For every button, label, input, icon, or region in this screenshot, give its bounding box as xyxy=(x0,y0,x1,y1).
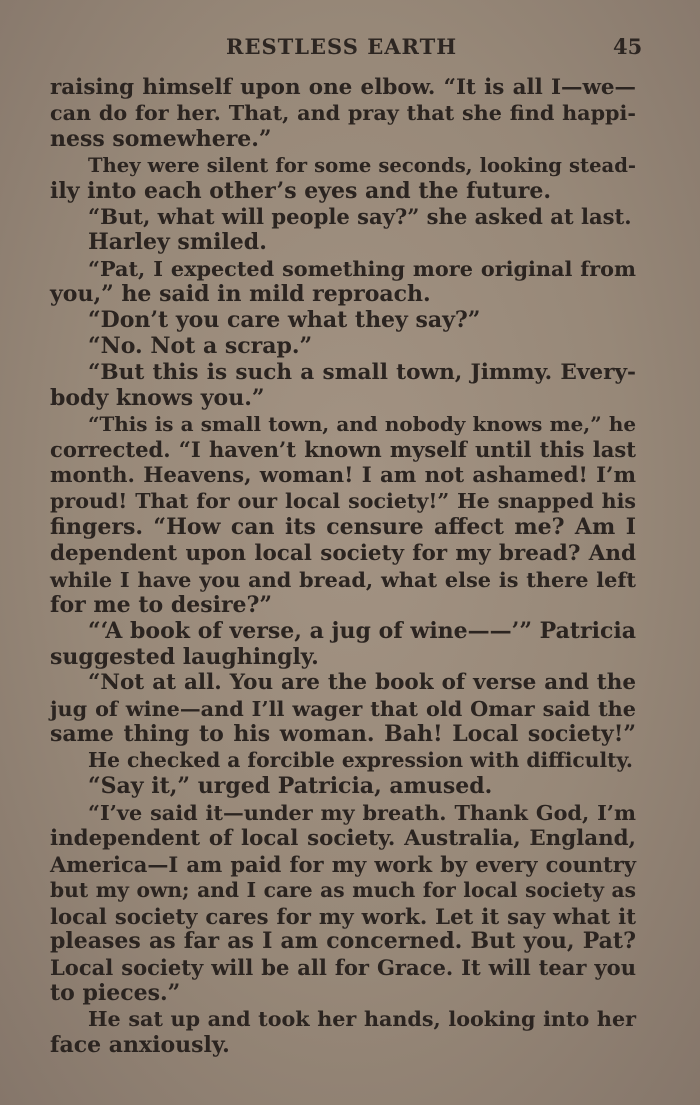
text-line: same thing to his woman. Bah! Local society!” xyxy=(50,721,636,748)
text-line: can do for her. That, and pray that she find happi- xyxy=(50,100,636,125)
text-line: while I have you and bread, what else is there left xyxy=(50,566,636,592)
text-line: “But, what will people say?” she asked at last. xyxy=(88,204,632,230)
text-line: Harley smiled. xyxy=(88,229,267,256)
text-line: “Say it,” urged Patricia, amused. xyxy=(88,773,493,800)
text-line: for me to desire?” xyxy=(50,591,273,618)
text-line: Local society will be all for Grace. It will tear you xyxy=(50,955,636,981)
text-line: “Don’t you care what they say?” xyxy=(88,307,481,334)
text-line: jug of wine—and I’ll wager that old Omar said the xyxy=(50,696,636,722)
text-line: corrected. “I haven’t known myself until this last xyxy=(50,437,636,463)
text-line: dependent upon local society for my bread? And xyxy=(50,541,636,567)
text-line: suggested laughingly. xyxy=(50,643,319,670)
text-line: body knows you.” xyxy=(50,384,265,411)
text-line: He checked a forcible expression with difficulty. xyxy=(88,748,633,773)
text-line: face anxiously. xyxy=(50,1031,230,1058)
text-line: “Pat, I expected something more original from xyxy=(88,256,636,282)
text-line: ness somewhere.” xyxy=(50,125,272,152)
text-line: They were silent for some seconds, looking stead- xyxy=(88,153,636,177)
text-line: you,” he said in mild reproach. xyxy=(50,281,431,308)
page-header xyxy=(0,34,700,64)
text-line: fingers. “How can its censure affect me? Am I xyxy=(50,514,636,541)
text-line: “But this is such a small town, Jimmy. Every- xyxy=(88,359,636,385)
text-line: independent of local society. Australia, England, xyxy=(50,825,636,851)
text-line: proud! That for our local society!” He snapped his xyxy=(50,489,636,514)
text-line: He sat up and took her hands, looking into her xyxy=(88,1007,636,1032)
running-title: RESTLESS EARTH xyxy=(226,34,458,59)
text-line: “No. Not a scrap.” xyxy=(88,332,313,359)
text-line: local society cares for my work. Let it say what it xyxy=(50,903,636,929)
text-line: raising himself upon one elbow. “It is all I—we— xyxy=(50,75,636,100)
body-text xyxy=(50,75,636,1059)
text-line: America—I am paid for my work by every country xyxy=(50,851,636,877)
text-line: ily into each other’s eyes and the future. xyxy=(50,177,552,204)
text-line: “I’ve said it—under my breath. Thank God, I’m xyxy=(88,799,636,825)
text-line: “Not at all. You are the book of verse and the xyxy=(88,670,636,696)
text-line: to pieces.” xyxy=(50,980,181,1007)
page-number: 45 xyxy=(613,34,643,59)
text-line: pleases as far as I am concerned. But you, Pat? xyxy=(50,928,636,955)
text-line: but my own; and I care as much for local society as xyxy=(50,877,636,902)
text-line: month. Heavens, woman! I am not ashamed! I’m xyxy=(50,463,636,489)
text-line: “‘A book of verse, a jug of wine——’” Patricia xyxy=(88,617,636,644)
text-line: “This is a small town, and nobody knows me,” he xyxy=(88,411,636,436)
